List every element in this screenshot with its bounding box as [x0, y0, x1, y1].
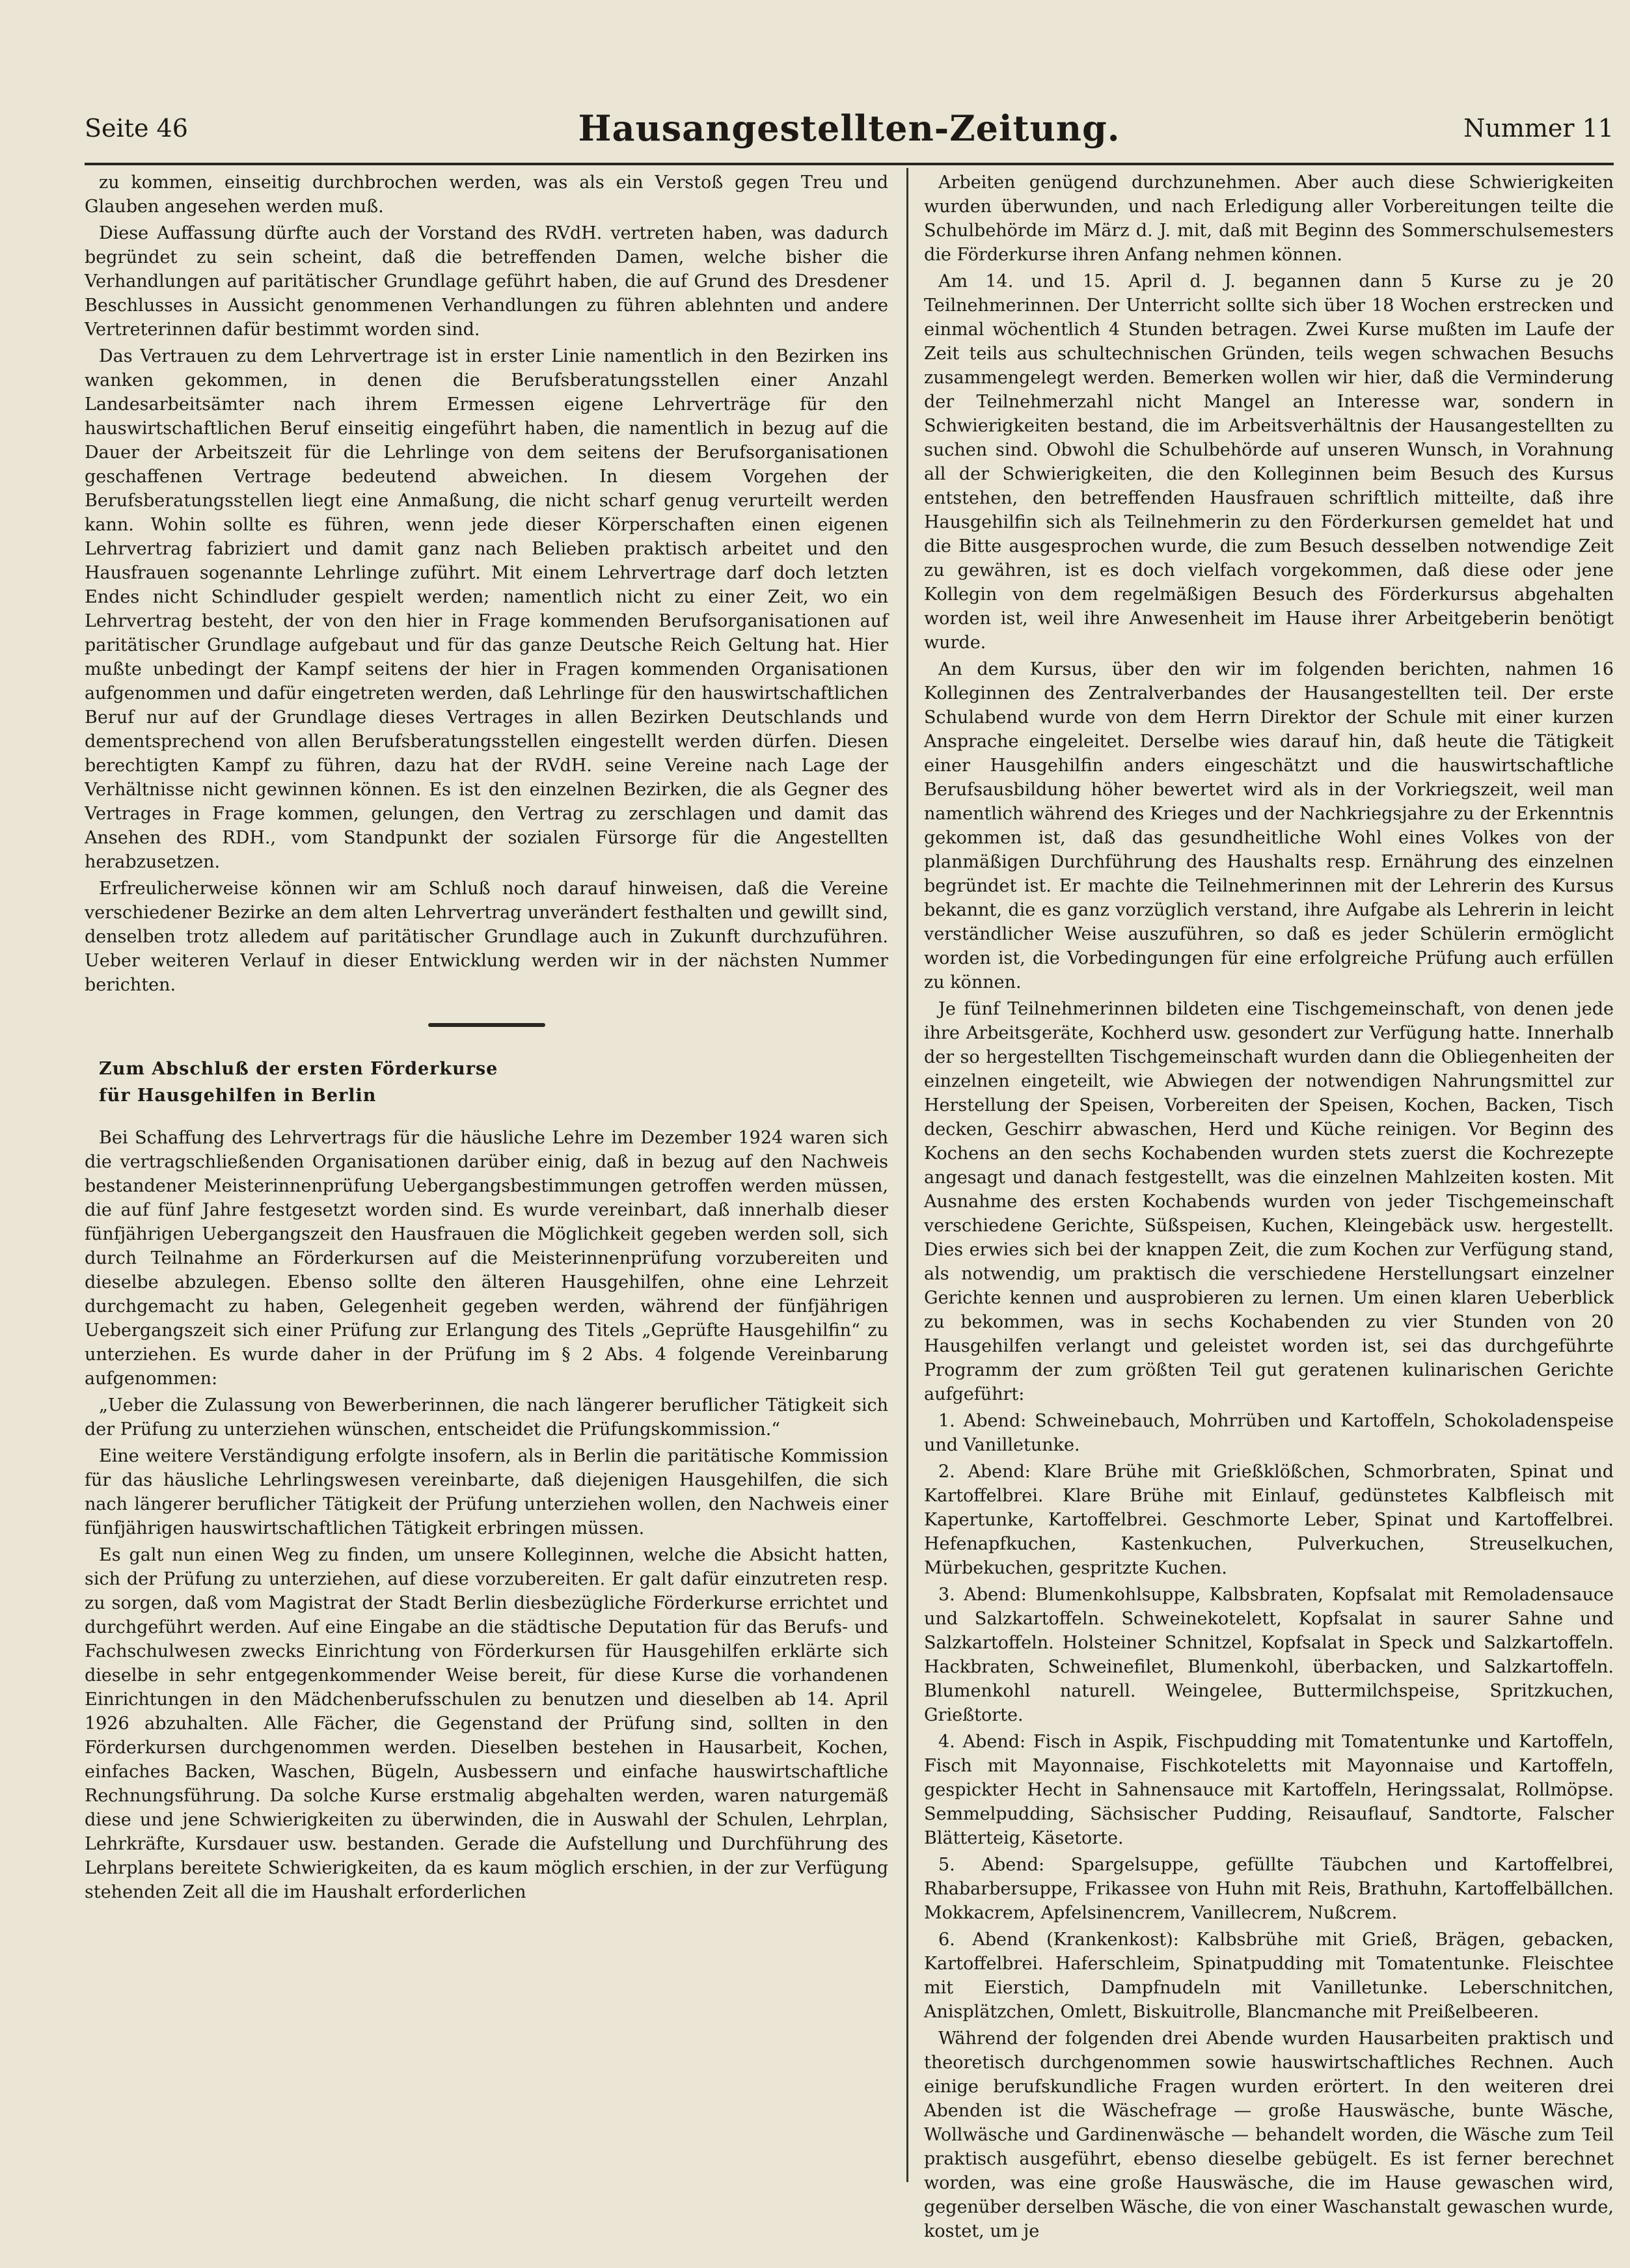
right-column: [924, 171, 1614, 2241]
menu-list-item: 5. Abend: Spargelsuppe, gefüllte Täubchen und Kartoffelbrei, Rhabarbersuppe, Frikassee von Huhn mit Reis, Brathuhn, Kartoffelbällchen. Mokkacrem, Apfelsinencrem, Vanillecrem, Nußcrem.: [924, 1855, 1614, 1923]
paragraph: Das Vertrauen zu dem Lehrvertrage ist in erster Linie namentlich in den Bezirken ins wanken gekommen, in denen die Berufsberatungsstellen einer Anzahl Landesarbeitsämter nach ihrem Ermessen eigene Lehrverträge für den hauswirtschaftlichen Beruf einseitig eingeführt haben, die namentlich in bezug auf die Dauer der Arbeitszeit für die Lehrlinge von dem seitens der Berufsorganisationen geschaffenen Vertrage bedeutend abweichen. In diesem Vorgehen der Berufsberatungsstellen liegt eine Anmaßung, die nicht scharf genug verurteilt werden kann. Wohin sollte es führen, wenn jede dieser Körperschaften einen eigenen Lehrvertrag fabriziert und damit ganz nach Belieben praktisch arbeitet und den Hausfrauen sogenannte Lehrlinge zuführt. Mit einem Lehrvertrage darf doch letzten Endes nicht Schindluder gespielt werden; namentlich nicht zu einer Zeit, wo ein Lehrvertrag besteht, der von den hier in Frage kommenden Berufsorganisationen auf paritätischer Grundlage aufgebaut und für das ganze Deutsche Reich Geltung hat. Hier mußte unbedingt der Kampf seitens der hier in Fragen kommenden Organisationen aufgenommen und dafür eingetreten werden, daß Lehrlinge für den hauswirtschaftlichen Beruf nur auf der Grundlage dieses Vertrages in allen Bezirken Deutschlands und dementsprechend von allen Berufsberatungsstellen eingestellt werden dürfen. Diesen berechtigten Kampf zu führen, dazu hat der RVdH. seine Vereine nach Lage der Verhältnisse nicht gewinnen können. Es ist den einzelnen Bezirken, die als Gegner des Vertrages in Frage kommen, gelungen, den Vertrag zu zerschlagen und damit das Ansehen des RDH., vom Standpunkt der sozialen Fürsorge für die Angestellten herabzusetzen.: [85, 346, 888, 872]
paragraph: Am 14. und 15. April d. J. begannen dann 5 Kurse zu je 20 Teilnehmerinnen. Der Unterricht sollte sich über 18 Wochen erstrecken und einmal wöchentlich 4 Stunden betragen. Zwei Kurse mußten im Laufe der Zeit teils aus schultechnischen Gründen, teils wegen schwachen Besuchs zusammengelegt werden. Bemerken wollen wir hier, daß die Verminderung der Teilnehmerzahl nicht Mangel an Interesse war, sondern in Schwierigkeiten bestand, die im Arbeitsverhältnis der Hausangestellten zu suchen sind. Obwohl die Schulbehörde auf unseren Wunsch, in Vorahnung all der Schwierigkeiten, die den Kolleginnen beim Besuch des Kursus entstehen, den betreffenden Hausfrauen schriftlich mitteilte, daß ihre Hausgehilfin sich als Teilnehmerin zu den Förderkursen gemeldet hat und die Bitte ausgesprochen wurde, die zum Besuch desselben notwendige Zeit zu gewähren, ist es doch vielfach vorgekommen, daß diese oder jene Kollegin von dem regelmäßigen Besuch des Förderkursus abgehalten worden ist, weil ihre Anwesenheit im Hause ihrer Arbeitgeberin benötigt wurde.: [924, 271, 1614, 653]
article-title-line: für Hausgehilfen in Berlin: [99, 1086, 377, 1106]
paragraph: Erfreulicherweise können wir am Schluß noch darauf hinweisen, daß die Vereine verschiedener Bezirke an dem alten Lehrvertrag unverändert festhalten und gewillt sind, denselben trotz alledem auf paritätischer Grundlage auch in Zukunft durchzuführen. Ueber weiteren Verlauf in dieser Entwicklung werden wir in der nächsten Nummer berichten.: [85, 879, 888, 995]
page-number: Seite 46: [85, 114, 188, 143]
issue-number: Nummer 11: [1463, 114, 1614, 143]
page-header: [85, 107, 1614, 166]
paragraph: Arbeiten genügend durchzunehmen. Aber auch diese Schwierigkeiten wurden überwunden, und nach Erledigung aller Vorbereitungen teilte die Schulbehörde im März d. J. mit, daß mit Beginn des Sommerschulsemesters die Förderkurse ihren Anfang nehmen können.: [924, 172, 1614, 265]
paragraph: Je fünf Teilnehmerinnen bildeten eine Tischgemeinschaft, von denen jede ihre Arbeitsgeräte, Kochherd usw. gesondert zur Verfügung hatte. Innerhalb der so hergestellten Tischgemeinschaft wurden dann die Obliegenheiten der einzelnen eingeteilt, wie Abwiegen der notwendigen Nahrungsmittel zur Herstellung der Speisen, Vorbereiten der Speisen, Kochen, Backen, Tisch decken, Geschirr abwaschen, Herd und Küche reinigen. Vor Beginn des Kochens an den sechs Kochabenden wurden stets zuerst die Kochrezepte angesagt und danach festgestellt, was die einzelnen Mahlzeiten kosten. Mit Ausnahme des ersten Kochabends wurden von jeder Tischgemeinschaft verschiedene Gerichte, Süßspeisen, Kuchen, Kleingebäck usw. hergestellt. Dies erwies sich bei der knappen Zeit, die zum Kochen zur Verfügung stand, als notwendig, um praktisch die verschiedene Herstellungsart einzelner Gerichte kennen und ausprobieren zu lernen. Um einen klaren Ueberblick zu bekommen, was in sechs Kochabenden zu vier Stunden von 20 Hausgehilfen verlangt und geleistet worden ist, sei das durchgeführte Programm der zum größten Teil gut geratenen kulinarischen Gerichte aufgeführt:: [924, 999, 1614, 1404]
left-column: [85, 171, 888, 2181]
menu-list-item: 6. Abend (Krankenkost): Kalbsbrühe mit Grieß, Brägen, gebacken, Kartoffelbrei. Haferschleim, Spinatpudding mit Tomatentunke. Fleischtee mit Eierstich, Dampfnudeln mit Vanilletunke. Leberschnitchen, Anisplätzchen, Omlett, Biskuitrolle, Blancmanche mit Preißelbeeren.: [924, 1930, 1614, 2022]
paragraph: Bei Schaffung des Lehrvertrags für die häusliche Lehre im Dezember 1924 waren sich die vertragschließenden Organisationen darüber einig, daß in bezug auf den Nachweis bestandener Meisterinnenprüfung Uebergangsbestimmungen getroffen werden müssen, die auf fünf Jahre festgesetzt worden sind. Es wurde vereinbart, daß innerhalb dieser fünfjährigen Uebergangszeit den Hausfrauen die Möglichkeit gegeben werden soll, sich durch Teilnahme an Förderkursen auf die Meisterinnenprüfung vorzubereiten und dieselbe abzulegen. Ebenso sollte den älteren Hausgehilfen, ohne eine Lehrzeit durchgemacht zu haben, Gelegenheit gegeben werden, während der fünfjährigen Uebergangszeit sich einer Prüfung zur Erlangung des Titels „Geprüfte Hausgehilfin“ zu unterziehen. Es wurde daher in der Prüfung im § 2 Abs. 4 folgende Vereinbarung aufgenommen:: [85, 1128, 888, 1389]
paragraph: Eine weitere Verständigung erfolgte insofern, als in Berlin die paritätische Kommission für das häusliche Lehrlingswesen vereinbarte, daß diejenigen Hausgehilfen, die sich nach längerer beruflicher Tätigkeit der Prüfung unterziehen wollen, den Nachweis einer fünfjährigen hauswirtschaftlichen Tätigkeit erbringen müssen.: [85, 1446, 888, 1538]
column-rule: [906, 168, 908, 2182]
section-divider: [428, 1023, 545, 1027]
paragraph: zu kommen, einseitig durchbrochen werden, was als ein Verstoß gegen Treu und Glauben angesehen werden muß.: [85, 172, 888, 217]
menu-list-item: 4. Abend: Fisch in Aspik, Fischpudding mit Tomatentunke und Kartoffeln, Fisch mit Mayonnaise, Fischkoteletts mit Mayonnaise und Kartoffeln, gespickter Hecht in Sahnensauce mit Kartoffeln, Heringssalat, Rollmöpse. Semmelpudding, Sächsischer Pudding, Reisauflauf, Sandtorte, Falscher Blätterteig, Käsetorte.: [924, 1732, 1614, 1848]
paragraph: An dem Kursus, über den wir im folgenden berichten, nahmen 16 Kolleginnen des Zentralverbandes der Hausangestellten teil. Der erste Schulabend wurde von dem Herrn Direktor der Schule mit einer kurzen Ansprache eingeleitet. Derselbe wies darauf hin, daß heute die Tätigkeit einer Hausgehilfin anders eingeschätzt und die hauswirtschaftliche Berufsausbildung höher bewertet wird als in der Vorkriegszeit, weil man namentlich während des Krieges und der Nachkriegsjahre zu der Erkenntnis gekommen ist, daß das gesundheitliche Wohl eines Volkes von der planmäßigen Durchführung des Haushalts resp. Ernährung des einzelnen begründet ist. Er machte die Teilnehmerinnen mit der Lehrerin des Kursus bekannt, die es ganz vorzüglich verstand, ihre Aufgabe als Lehrerin in leicht verständlicher Weise auszuführen, so daß es jeder Schülerin ermöglicht worden ist, die Vorbedingungen für eine erfolgreiche Prüfung auch erfüllen zu können.: [924, 659, 1614, 992]
menu-list-item: 1. Abend: Schweinebauch, Mohrrüben und Kartoffeln, Schokoladenspeise und Vanilletunke.: [924, 1411, 1614, 1455]
header-rule: [85, 163, 1614, 165]
menu-list-item: 3. Abend: Blumenkohlsuppe, Kalbsbraten, Kopfsalat mit Remoladensauce und Salzkartoffeln. Schweinekotelett, Kopfsalat in saurer Sahne und Salzkartoffeln. Holsteiner Schnitzel, Kopfsalat in Speck und Salzkartoffeln. Hackbraten, Schweinefilet, Blumenkohl, überbacken, und Salzkartoffeln. Blumenkohl naturell. Weingelee, Buttermilchspeise, Spritzkuchen, Grießtorte.: [924, 1585, 1614, 1725]
paragraph: Während der folgenden drei Abende wurden Hausarbeiten praktisch und theoretisch durchgenommen sowie hauswirtschaftliches Rechnen. Auch einige berufskundliche Fragen wurden erörtert. In den weiteren drei Abenden ist die Wäschefrage — große Hauswäsche, bunte Wäsche, Wollwäsche und Gardinenwäsche — behandelt worden, die Wäsche zum Teil praktisch ausgeführt, ebenso dieselbe gebügelt. Es ist ferner berechnet worden, was eine große Hauswäsche, die im Hause gewaschen wird, gegenüber derselben Wäsche, die von einer Waschanstalt gewaschen wurde, kostet, um je: [924, 2029, 1614, 2241]
menu-list-item: 2. Abend: Klare Brühe mit Grießklößchen, Schmorbraten, Spinat und Kartoffelbrei. Klare Brühe mit Einlauf, gedünstetes Kalbfleisch mit Kapertunke, Kartoffelbrei. Geschmorte Leber, Spinat und Kartoffelbrei. Hefenapfkuchen, Kastenkuchen, Pulverkuchen, Streuselkuchen, Mürbekuchen, gespritzte Kuchen.: [924, 1462, 1614, 1578]
paragraph: Diese Auffassung dürfte auch der Vorstand des RVdH. vertreten haben, was dadurch begründet zu sein scheint, daß die betreffenden Damen, welche bisher die Verhandlungen auf paritätischer Grundlage geführt haben, die auf Grund des Dresdener Beschlusses in Aussicht genommenen Verhandlungen zu führen ablehnten und andere Vertreterinnen dafür bestimmt worden sind.: [85, 223, 888, 340]
article-title-line: Zum Abschluß der ersten Förderkurse: [99, 1059, 498, 1079]
article-title: [85, 1057, 888, 1108]
paragraph: Es galt nun einen Weg zu finden, um unsere Kolleginnen, welche die Absicht hatten, sich der Prüfung zu unterziehen, auf diese vorzubereiten. Er galt dafür einzutreten resp. zu sorgen, daß vom Magistrat der Stadt Berlin diesbezügliche Förderkurse errichtet und durchgeführt werden. Auf eine Eingabe an die städtische Deputation für das Berufs- und Fachschulwesen zwecks Einrichtung von Förderkursen für Hausgehilfen erklärte sich dieselbe in sehr entgegenkommender Weise bereit, für diese Kurse die vorhandenen Einrichtungen in den Mädchenberufsschulen zu benutzen und dieselben ab 14. April 1926 abzuhalten. Alle Fächer, die Gegenstand der Prüfung sind, sollten in den Förderkursen durchgenommen werden. Dieselben bestehen in Hausarbeit, Kochen, einfaches Backen, Waschen, Bügeln, Ausbessern und einfache hauswirtschaftliche Rechnungsführung. Da solche Kurse erstmalig abgehalten werden, waren naturgemäß diese und jene Schwierigkeiten zu überwinden, die in Auswahl der Schulen, Lehrplan, Lehrkräfte, Kursdauer usw. bestanden. Gerade die Aufstellung und Durchführung des Lehrplans bereitete Schwierigkeiten, da es kaum möglich erschien, in der zur Verfügung stehenden Zeit all die im Haushalt erforderlichen: [85, 1545, 888, 1902]
quotation: „Ueber die Zulassung von Bewerberinnen, die nach längerer beruflicher Tätigkeit sich der Prüfung zu unterziehen wünschen, entscheidet die Prüfungskommission.“: [85, 1395, 888, 1440]
journal-title: Hausangestellten-Zeitung.: [578, 107, 1121, 149]
